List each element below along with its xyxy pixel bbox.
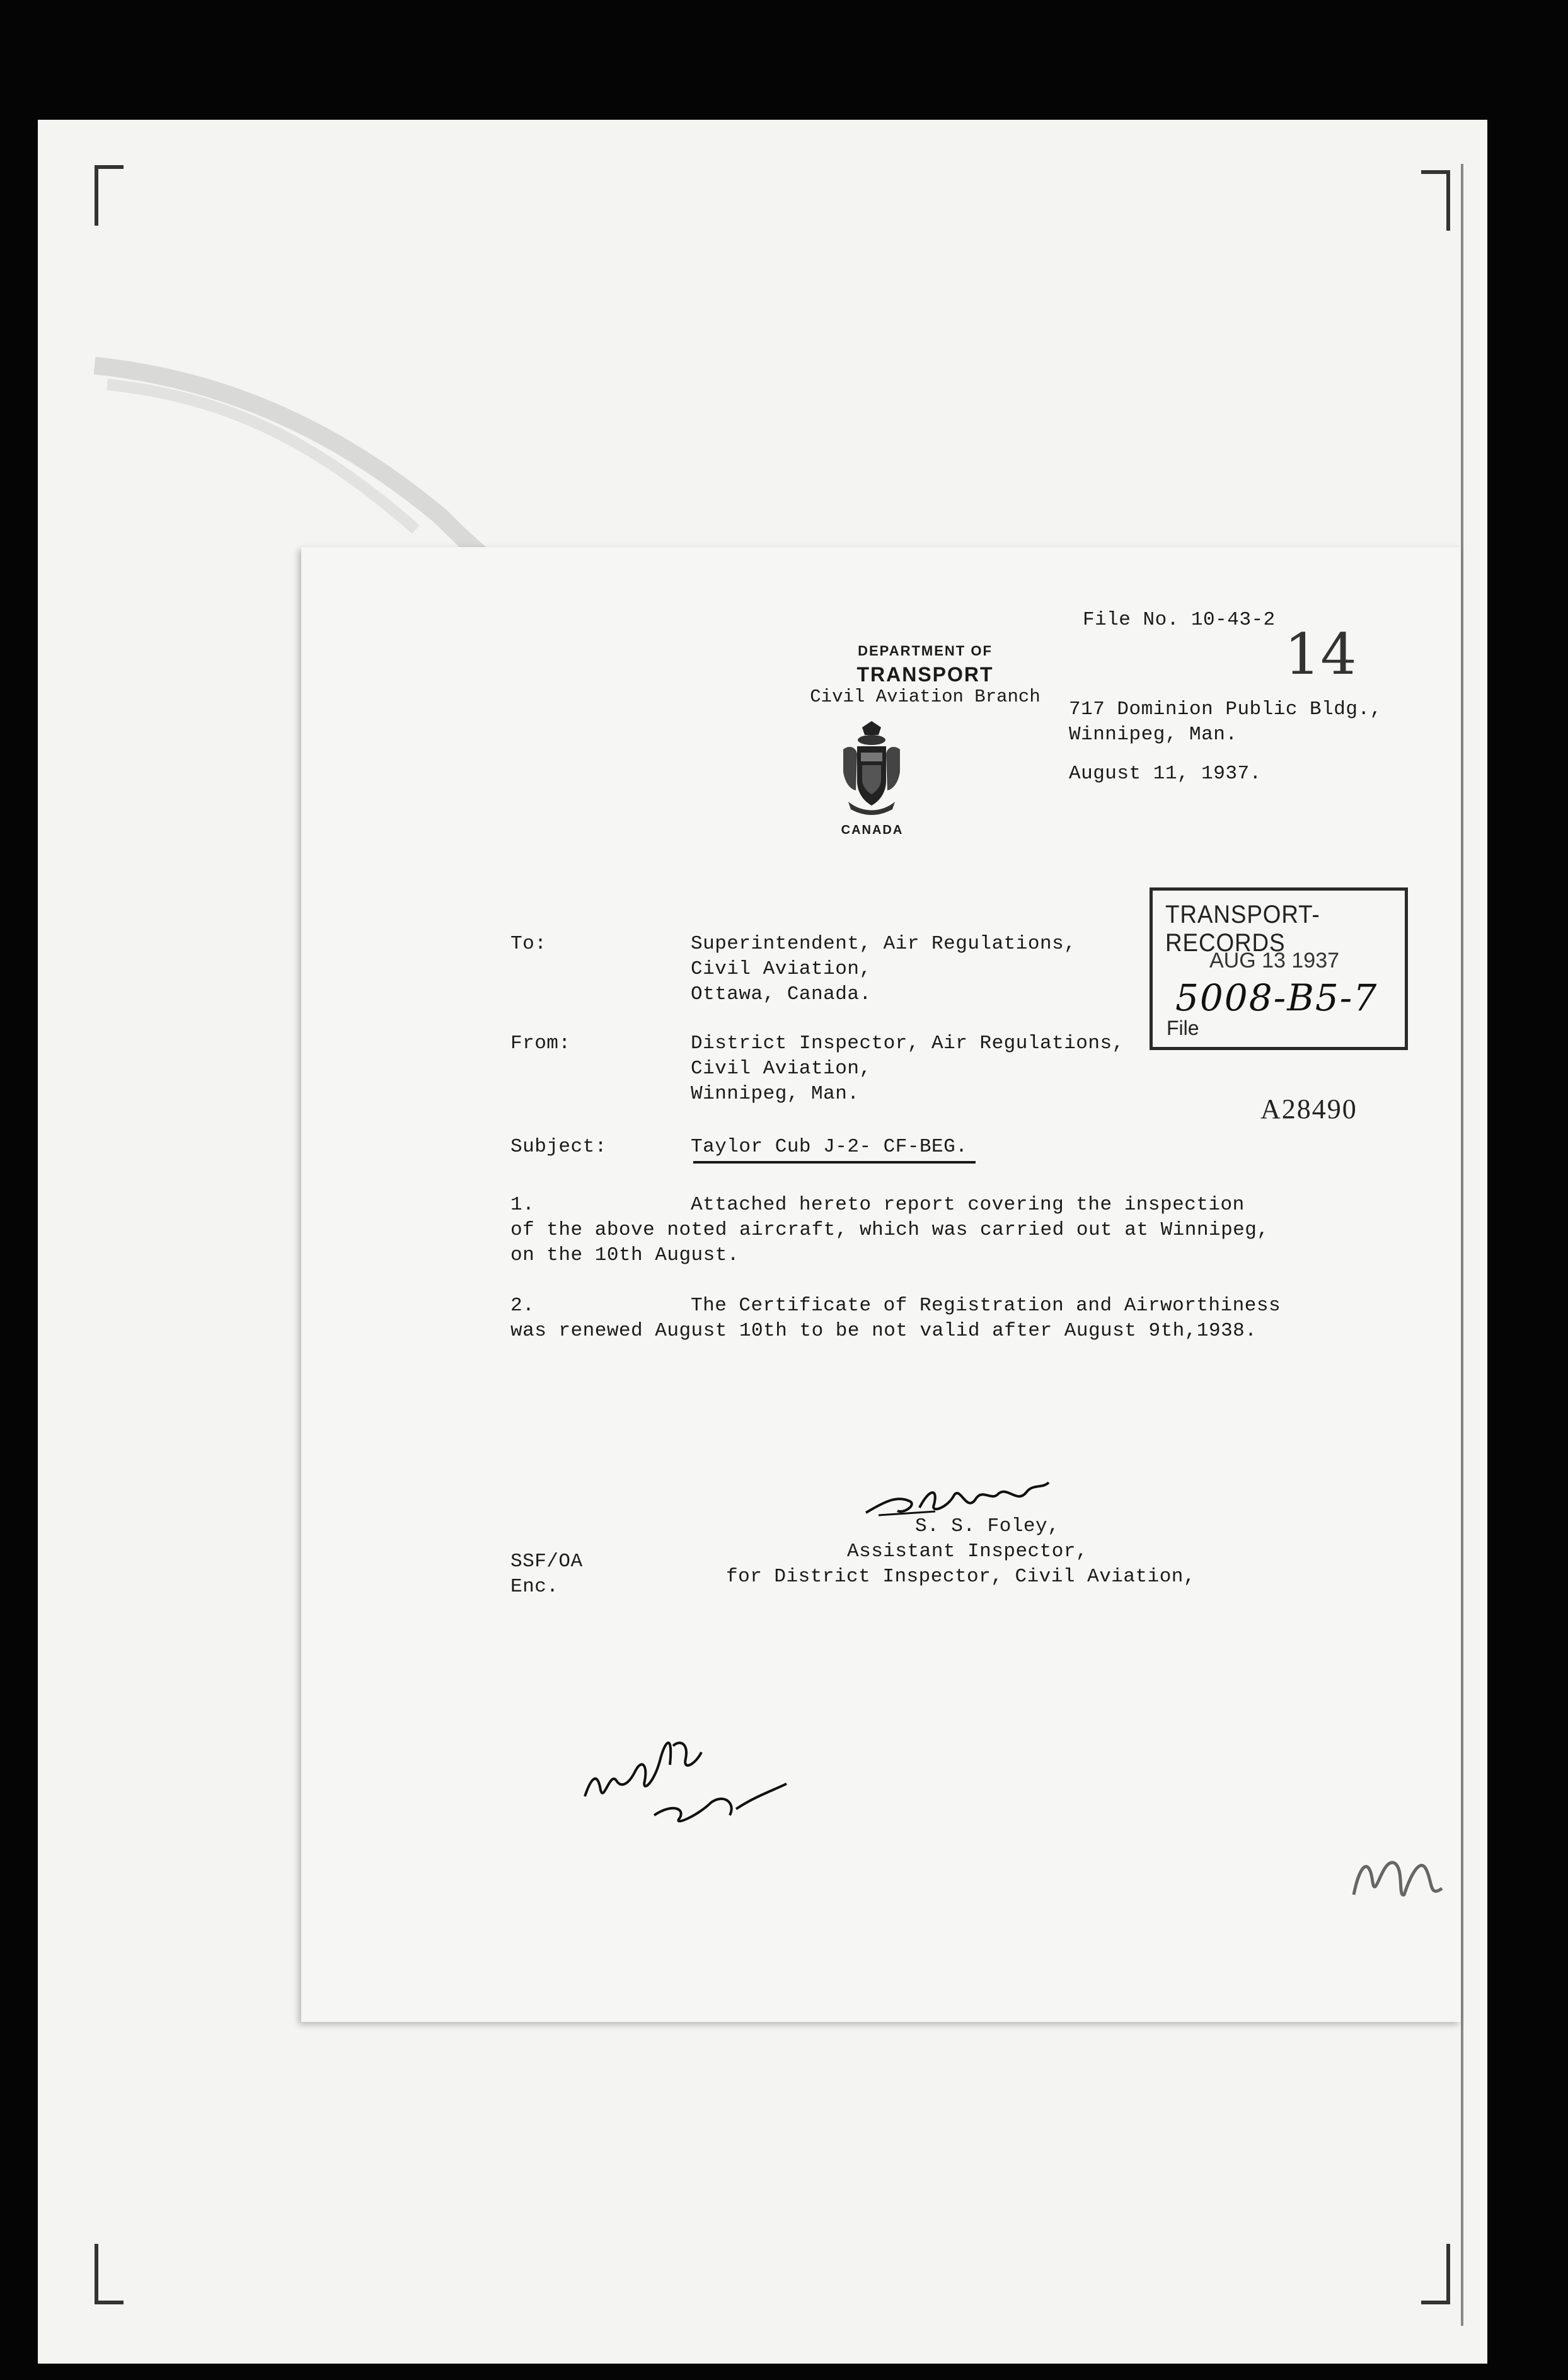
crop-mark-top-left <box>95 165 124 226</box>
from-line-3: Winnipeg, Man. <box>691 1083 860 1105</box>
from-label: From: <box>510 1032 571 1054</box>
stamp-file-number: 5008-B5-7 <box>1175 976 1378 1019</box>
right-edge-rule <box>1461 164 1463 2326</box>
paragraph-1-line-1: Attached hereto report covering the inspection <box>691 1194 1245 1216</box>
paragraph-1-number: 1. <box>510 1194 535 1216</box>
handwritten-noted-annotation <box>579 1721 793 1828</box>
handwritten-m-mark <box>1347 1844 1455 1907</box>
letter-sheet <box>301 547 1461 2022</box>
signatory-for-line: for District Inspector, Civil Aviation, <box>726 1566 1196 1588</box>
from-line-2: Civil Aviation, <box>691 1058 872 1080</box>
crop-mark-bottom-left <box>95 2244 124 2304</box>
reference-initials: SSF/OA <box>510 1551 583 1573</box>
records-stamp <box>1150 887 1408 1050</box>
crop-mark-bottom-right <box>1421 2244 1450 2304</box>
address-line-2: Winnipeg, Man. <box>1069 724 1238 746</box>
stamp-date: AUG 13 1937 <box>1209 949 1340 973</box>
transport-heading: TRANSPORT <box>856 663 994 686</box>
stamp-file-label: File <box>1167 1017 1199 1039</box>
canada-label: CANADA <box>841 823 904 837</box>
address-line-1: 717 Dominion Public Bldg., <box>1069 698 1382 720</box>
to-line-2: Civil Aviation, <box>691 958 872 980</box>
registration-number: A28490 <box>1260 1094 1358 1124</box>
enclosure-note: Enc. <box>510 1576 559 1598</box>
paragraph-1-line-2: of the above noted aircraft, which was carried out at Winnipeg, <box>510 1219 1269 1241</box>
paragraph-2-line-1: The Certificate of Registration and Airworthiness <box>691 1295 1281 1317</box>
subject-label: Subject: <box>510 1136 607 1158</box>
signatory-title: Assistant Inspector, <box>847 1540 1088 1563</box>
paragraph-1-line-3: on the 10th August. <box>510 1244 739 1266</box>
paragraph-2-line-2: was renewed August 10th to be not valid after August 9th,1938. <box>510 1320 1257 1342</box>
to-line-1: Superintendent, Air Regulations, <box>691 933 1076 955</box>
subject-text: Taylor Cub J-2- CF-BEG. <box>691 1136 968 1158</box>
file-number: File No. 10-43-2 <box>1083 609 1276 631</box>
from-line-1: District Inspector, Air Regulations, <box>691 1032 1124 1054</box>
signatory-name: S. S. Foley, <box>915 1515 1060 1537</box>
letter-date: August 11, 1937. <box>1069 763 1262 785</box>
to-label: To: <box>510 933 547 955</box>
subject-underline <box>693 1161 976 1164</box>
to-line-3: Ottawa, Canada. <box>691 983 872 1005</box>
crop-mark-top-right <box>1421 170 1450 231</box>
handwritten-page-number: 14 <box>1284 621 1357 688</box>
letterhead <box>774 643 1076 707</box>
coat-of-arms-icon <box>837 721 906 816</box>
department-of-label: DEPARTMENT OF <box>858 643 993 659</box>
paragraph-2-number: 2. <box>510 1295 535 1317</box>
branch-name: Civil Aviation Branch <box>810 686 1041 707</box>
stamp-title: TRANSPORT-RECORDS <box>1165 901 1320 957</box>
